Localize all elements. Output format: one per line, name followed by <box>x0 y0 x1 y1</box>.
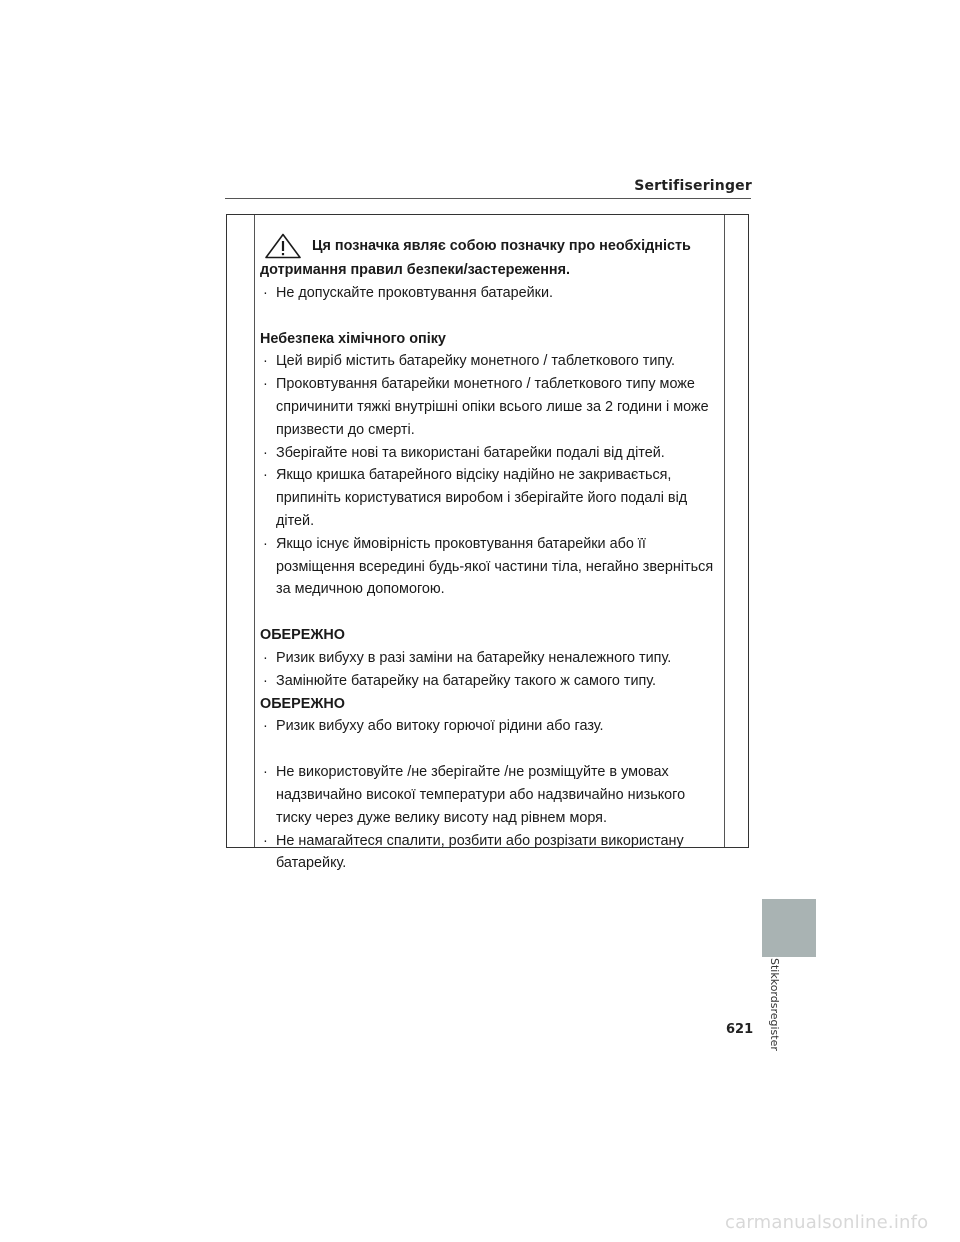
notice-content <box>260 233 716 875</box>
section-title: Sertifiseringer <box>634 178 752 194</box>
page-number: 621 <box>726 1022 754 1037</box>
chemical-burn-item: · Проковтування батарейки монетного / таблеткового типу може спричинити тяжкі внутрішні опіки всього лише за 2 години і може призвести до смерті. <box>263 376 709 438</box>
watermark: carmanualsonline.info <box>725 1212 929 1233</box>
chemical-burn-item: · Зберігайте нові та використані батарейки подалі від дітей. <box>263 444 665 461</box>
caution-heading: ОБЕРЕЖНО <box>260 695 345 712</box>
side-tab-label: Stikkordsregister <box>768 958 781 1051</box>
chemical-burn-item: · Цей виріб містить батарейку монетного / таблеткового типу. <box>263 353 675 370</box>
storage-item: · Не використовуйте /не зберігайте /не розміщуйте в умовах надзвичайно високої температури або надзвичайно низького тиску через дуже велику висоту над рівнем моря. <box>263 764 686 826</box>
caution-heading: ОБЕРЕЖНО <box>260 627 345 644</box>
header-divider <box>225 198 751 199</box>
caution-item: · Замінюйте батарейку на батарейку такого ж самого типу. <box>263 672 657 689</box>
warning-heading-line1: Ця позначка являє собою позначку про необхідність <box>312 237 691 254</box>
chemical-burn-item: · Якщо існує ймовірність проковтування батарейки або її розміщення всередині будь-якої частини тіла, негайно зверніться за медичною допомогою. <box>263 535 714 598</box>
intro-item-text: Не допускайте проковтування батарейки. <box>276 284 554 301</box>
frame-inner-left-line <box>254 215 255 847</box>
caution-item: · Ризик вибуху в разі заміни на батарейку неналежного типу. <box>263 649 672 666</box>
warning-triangle-icon <box>264 233 302 259</box>
chemical-burn-heading: Небезпека хімічного опіку <box>260 330 446 347</box>
chemical-burn-item: · Якщо кришка батарейного відсіку надійно не закривається, припиніть користуватися виробом і зберігайте його подалі від дітей. <box>263 467 688 529</box>
index-side-tab <box>762 899 816 957</box>
storage-item: · Не намагайтеся спалити, розбити або розрізати використану батарейку. <box>263 832 684 872</box>
caution-item: · Ризик вибуху або витоку горючої рідини або газу. <box>263 718 604 735</box>
warning-heading-line2: дотримання правил безпеки/застереження. <box>260 262 571 278</box>
frame-inner-right-line <box>724 215 725 847</box>
warning-heading <box>260 233 716 282</box>
intro-item: · Не допускайте проковтування батарейки. <box>263 284 554 301</box>
